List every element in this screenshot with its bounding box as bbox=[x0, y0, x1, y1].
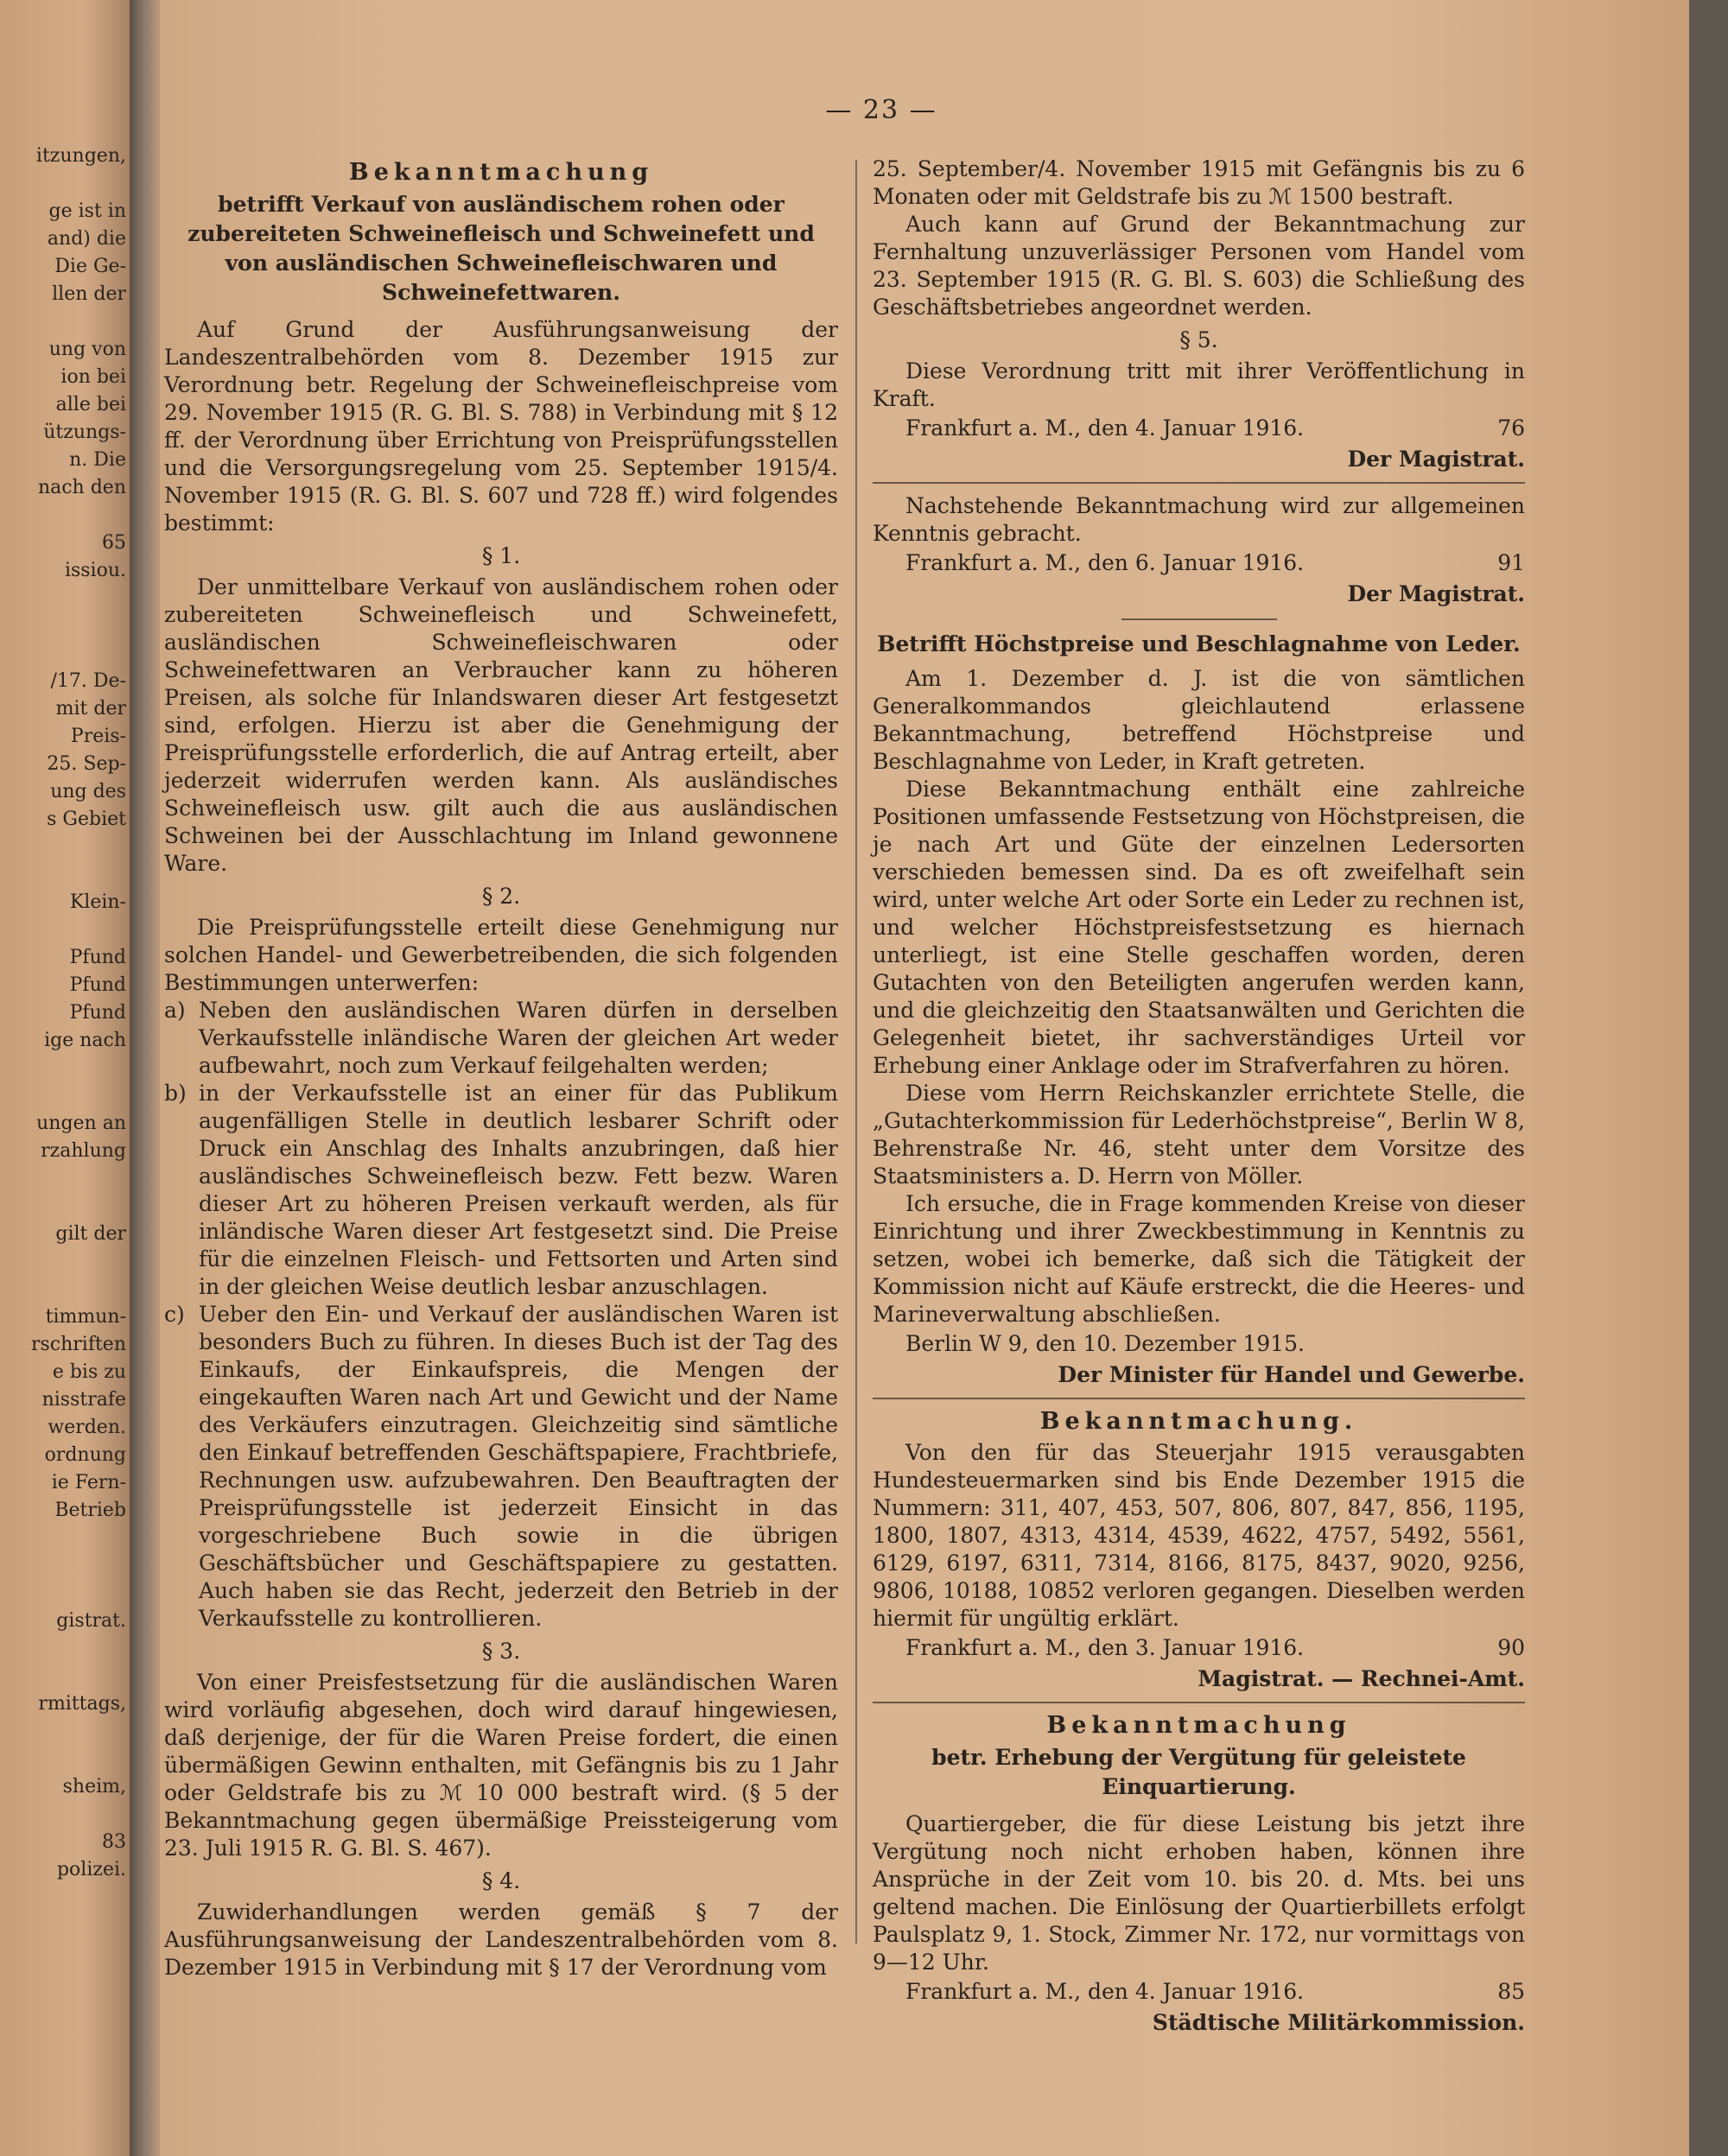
notice-date: Frankfurt a. M., den 6. Januar 1916. bbox=[905, 550, 1305, 575]
left-page-fragment-line: 65 bbox=[102, 532, 126, 554]
left-page-fragment-line: /17. De- bbox=[50, 670, 126, 692]
list-item-text: Neben den ausländischen Waren dürfen in derselben Verkaufsstelle inländische Waren der gleichen Art weder aufbewahrt, noch zum Verkauf feilgehalten werden; bbox=[199, 998, 838, 1078]
list-item-text: Ueber den Ein- und Verkauf der ausländischen Waren ist besonders Buch zu führen. In dieses Buch ist der Tag des Einkaufs, der Einkaufspreis, die Mengen der eingekauften Waren nach Art und Gewicht und der Name des Verkäufers einzutragen. Gleichzeitig sind sämtliche den Einkauf betreffenden Geschäftspapiere, Frachtbriefe, Rechnungen usw. aufzubewahren. Den Beauftragten der Preisprüfungsstelle ist jederzeit Einsicht in das vorgeschriebene Buch sowie in die übrigen Geschäftsbücher und Geschäftspapiere zu gestatten. Auch haben sie das Recht, jederzeit den Betrieb in der Verkaufsstelle zu kontrollieren. bbox=[199, 1302, 838, 1631]
left-page-fragment-line: ungen an bbox=[36, 1113, 126, 1134]
left-page-fragment-line bbox=[0, 1635, 130, 1663]
notice-intro: Auf Grund der Ausführungsanweisung der Landeszentralbehörden vom 8. Dezember 1915 zur Verordnung betr. Regelung der Schweinefleischpreise vom 29. November 1915 (R. G. Bl. S. 788) in Verbindung mit § 12 ff. der Verordnung über Errichtung von Preisprüfungsstellen und die Versorgungsregelung vom 25. September 1915/4. November 1915 (R. G. Bl. S. 607 und 728 ff.) wird folgendes bestimmt: bbox=[164, 317, 838, 536]
section-text: Der unmittelbare Verkauf von ausländischem rohen oder zubereiteten Schweinefleisch und Schweinefett, ausländischen Schweinefleischwaren oder Schweinefettwaren an Verbraucher kann zu höheren Preisen, als solche für Inlandswaren dieser Art festgesetzt sind, erfolgen. Hierzu ist aber die Genehmigung der Preisprüfungsstelle erforderlich, die auf Antrag erteilt, aber jederzeit widerrufen werden kann. Als ausländisches Schweinefleisch usw. gilt auch die aus ausländischen Schweinen bei der Ausschlachtung im Inland gewonnene Ware. bbox=[164, 574, 838, 876]
notice-number: 76 bbox=[1497, 415, 1525, 441]
left-page-fragment-line: itzungen, bbox=[35, 145, 126, 167]
notice-text: Diese vom Herrn Reichskanzler errichtete Stelle, die „Gutachterkommission für Lederhöchstpreise“, Berlin W 8, Behrenstraße Nr. 46, steht unter dem Vorsitze des Staatsministers a. D. Herrn von Möller. bbox=[873, 1081, 1525, 1189]
column-divider bbox=[855, 160, 857, 1944]
left-page-fragment-line bbox=[0, 834, 130, 861]
notice-title: Bekanntmachung bbox=[348, 159, 654, 186]
notice-title: Bekanntmachung bbox=[1046, 1712, 1351, 1739]
section-rule bbox=[873, 482, 1525, 484]
section-text: Die Preisprüfungsstelle erteilt diese Genehmigung nur solchen Handel- und Gewerbetreibenden, die sich folgenden Bestimmungen unterwerfen: bbox=[164, 915, 838, 995]
left-page-fragment-line: llen der bbox=[52, 283, 126, 305]
left-page-fragment-line: nach den bbox=[37, 477, 126, 498]
left-page-fragment-line: rzahlung bbox=[41, 1140, 126, 1162]
left-page-fragment-line: Pfund bbox=[69, 947, 126, 968]
left-page-fragment-line: Klein- bbox=[69, 891, 126, 913]
list-item bbox=[164, 997, 838, 1080]
notice-text: Quartiergeber, die für diese Leistung bis jetzt ihre Vergütung noch nicht erhoben haben, können ihre Ansprüche in der Zeit vom 10. bis 20. d. Mts. bei uns geltend machen. Die Einlösung der Quartierbillets erfolgt Paulsplatz 9, 1. Stock, Zimmer Nr. 172, nur vormittags von 9—12 Uhr. bbox=[873, 1811, 1525, 1975]
short-rule bbox=[1121, 618, 1277, 620]
left-page-fragment-line bbox=[0, 612, 130, 640]
notice-subtitle: betrifft Verkauf von ausländischem rohen oder zubereiteten Schweinefleisch und Schweinefett und von ausländischen Schweinefleischwaren und Schweinefettwaren. bbox=[187, 192, 815, 305]
left-page-fragment-line: ordnung bbox=[44, 1444, 126, 1466]
left-page-fragment-line bbox=[0, 1193, 130, 1221]
right-column bbox=[873, 155, 1525, 2044]
section-rule bbox=[873, 1702, 1525, 1703]
left-column bbox=[164, 155, 838, 1982]
left-page-fragment-line: nisstrafe bbox=[41, 1389, 126, 1411]
notice-text: Am 1. Dezember d. J. ist die von sämtlichen Generalkommandos gleichlautend erlassene Bekanntmachung, betreffend Höchstpreise und Beschlagnahme von Leder, in Kraft getreten. bbox=[873, 666, 1525, 774]
section-heading: § 5. bbox=[1179, 327, 1218, 352]
left-page-fragment-line: ge ist in bbox=[48, 200, 126, 222]
list-item bbox=[164, 1301, 838, 1633]
left-page-fragment-line: alle bei bbox=[55, 394, 126, 415]
left-page-fragment-line: issiou. bbox=[64, 560, 126, 581]
section-heading: § 2. bbox=[481, 884, 521, 909]
left-page-fragment-line: gistrat. bbox=[56, 1610, 126, 1632]
left-page-fragment-line: n. Die bbox=[69, 449, 126, 471]
left-page-fragment-line: ie Fern- bbox=[51, 1472, 126, 1493]
left-page-fragment-line bbox=[0, 502, 130, 529]
left-page-fragment-line bbox=[0, 1746, 130, 1773]
notice-signature: Städtische Militärkommission. bbox=[1152, 2010, 1525, 2035]
section-heading: § 4. bbox=[481, 1868, 521, 1893]
left-page-fragment-line: rmittags, bbox=[38, 1693, 126, 1715]
left-page-fragment-line bbox=[0, 1525, 130, 1552]
left-page-fragment-line: and) die bbox=[47, 228, 126, 250]
left-page-fragment-line bbox=[0, 308, 130, 336]
left-page-fragment-line: werden. bbox=[48, 1417, 126, 1438]
left-page-fragment-line: mit der bbox=[55, 698, 126, 720]
notice-date-line bbox=[873, 1634, 1525, 1662]
notice-subtitle: betr. Erhebung der Vergütung für geleistete Einquartierung. bbox=[931, 1745, 1466, 1799]
left-page-fragment-line: ion bei bbox=[60, 366, 126, 388]
left-page-fragment-line: Pfund bbox=[69, 974, 126, 996]
left-page-fragment-line: Die Ge- bbox=[54, 256, 126, 277]
left-page-fragment-line: polizei. bbox=[56, 1859, 126, 1880]
left-page-fragment-line: s Gebiet bbox=[47, 808, 126, 830]
section-rule bbox=[873, 1398, 1525, 1399]
notice-title: Bekanntmachung. bbox=[1039, 1408, 1358, 1435]
left-page-fragment-line bbox=[0, 1580, 130, 1607]
section-text: Zuwiderhandlungen werden gemäß § 7 der Ausführungsanweisung der Landeszentralbehörden vom 8. Dezember 1915 in Verbindung mit § 17 der Verordnung vom bbox=[164, 1899, 838, 1980]
notice-signature: Der Magistrat. bbox=[1347, 447, 1525, 472]
left-page-fragment-line: 25. Sep- bbox=[47, 753, 126, 775]
notice-signature: Der Minister für Handel und Gewerbe. bbox=[1058, 1362, 1525, 1387]
left-page-fragment-line bbox=[0, 1718, 130, 1746]
notice-text: Nachstehende Bekanntmachung wird zur allgemeinen Kenntnis gebracht. bbox=[873, 493, 1525, 546]
left-page-fragment-line bbox=[0, 585, 130, 612]
left-page-fragment-line: e bis zu bbox=[52, 1361, 126, 1383]
left-page-fragment-line bbox=[0, 1801, 130, 1829]
left-page-fragment-line: sheim, bbox=[62, 1776, 126, 1798]
section-text-continued: 25. September/4. November 1915 mit Gefängnis bis zu 6 Monaten oder mit Geldstrafe bis zu ℳ 1500 bestraft. bbox=[873, 156, 1525, 209]
list-item-label: a) bbox=[164, 998, 186, 1023]
notice-date: Frankfurt a. M., den 4. Januar 1916. bbox=[905, 1979, 1305, 2004]
section-heading: § 1. bbox=[481, 543, 521, 568]
notice-date-line bbox=[873, 1978, 1525, 2006]
left-page-fragment-line bbox=[0, 1055, 130, 1082]
list-item-label: b) bbox=[164, 1081, 187, 1106]
notice-text: Diese Bekanntmachung enthält eine zahlreiche Positionen umfassende Festsetzung von Höchstpreisen, die je nach Art und Güte der einzelnen Ledersorten verschieden bemessen sind. Da es oft zweifelhaft sein wird, unter welche Art oder Sorte ein Leder zu rechnen ist, und welcher Höchstpreisfestsetzung es hiernach unterliegt, ist eine Stelle geschaffen worden, deren Gutachten von den Beteiligten angerufen werden kann, und die gleichzeitig den Staatsanwälten und Gerichten die Gelegenheit bietet, ihr sachverständiges Urteil vor Erhebung einer Anklage oder im Strafverfahren zu hören. bbox=[873, 777, 1525, 1078]
list-item-label: c) bbox=[164, 1302, 185, 1327]
notice-date: Berlin W 9, den 10. Dezember 1915. bbox=[905, 1331, 1305, 1356]
scan-background bbox=[1689, 0, 1728, 2156]
left-page-fragment-line: gilt der bbox=[55, 1223, 126, 1245]
left-page-fragment-line bbox=[0, 1082, 130, 1110]
notice-date-line bbox=[873, 549, 1525, 577]
left-page-edge bbox=[0, 0, 138, 2156]
left-page-fragment-line: ige nach bbox=[44, 1030, 126, 1051]
notice-text: Ich ersuche, die in Frage kommenden Kreise von dieser Einrichtung und ihrer Zweckbestimmung in Kenntnis zu setzen, wobei ich bemerke, daß sich die Tätigkeit der Kommission nicht auf Käufe erstreckt, die die Heeres- und Marineverwaltung abschließen. bbox=[873, 1191, 1525, 1327]
notice-date: Frankfurt a. M., den 3. Januar 1916. bbox=[905, 1635, 1305, 1660]
notice-signature: Magistrat. — Rechnei-Amt. bbox=[1198, 1666, 1525, 1691]
left-page-fragment-line bbox=[0, 1276, 130, 1303]
notice-date-line bbox=[873, 1330, 1525, 1358]
left-page-fragment-line bbox=[0, 861, 130, 889]
notice-number: 85 bbox=[1497, 1979, 1525, 2004]
left-page-fragment-line bbox=[0, 1248, 130, 1276]
list-item bbox=[164, 1080, 838, 1301]
section-text: Von einer Preisfestsetzung für die ausländischen Waren wird vorläufig abgesehen, doch wird darauf hingewiesen, daß derjenige, der für die Waren Preise fordert, die einen übermäßigen Gewinn enthalten, mit Gefängnis bis zu 1 Jahr oder Geldstrafe bis zu ℳ 10 000 bestraft wird. (§ 5 der Bekanntmachung gegen übermäßige Preissteigerung vom 23. Juli 1915 R. G. Bl. S. 467). bbox=[164, 1670, 838, 1861]
notice-date-line bbox=[873, 415, 1525, 442]
list-item-text: in der Verkaufsstelle ist an einer für das Publikum augenfälligen Stelle in deutlich lesbarer Schrift oder Druck ein Anschlag des Inhalts anzubringen, daß hier ausländisches Schweinefleisch bezw. Fett bezw. Waren dieser Art zu höheren Preisen verkauft werden, als für inländische Waren dieser Art festgesetzt sind. Die Preise für die einzelnen Fleisch- und Fettsorten und Arten sind in der gleichen Weise deutlich lesbar anzuschlagen. bbox=[199, 1081, 838, 1299]
left-page-fragment-line bbox=[0, 1552, 130, 1580]
left-page-fragment-line: timmun- bbox=[45, 1306, 126, 1328]
page-number: — 23 — bbox=[825, 95, 937, 125]
notice-title: Betrifft Höchstpreise und Beschlagnahme von Leder. bbox=[877, 631, 1521, 656]
left-page-fragment-line: Betrieb bbox=[54, 1500, 126, 1521]
left-page-fragment-line bbox=[0, 1165, 130, 1193]
left-page-fragment-line: Preis- bbox=[70, 726, 126, 747]
left-page-fragment-line: ung des bbox=[50, 781, 126, 802]
left-page-fragment-line: ützungs- bbox=[43, 422, 126, 443]
section-text: Auch kann auf Grund der Bekanntmachung zur Fernhaltung unzuverlässiger Personen vom Handel vom 23. September 1915 (R. G. Bl. S. 603) die Schließung des Geschäftsbetriebes angeordnet werden. bbox=[873, 212, 1525, 320]
left-page-fragments bbox=[0, 143, 130, 1884]
left-page-fragment-line: Pfund bbox=[69, 1002, 126, 1024]
notice-number: 91 bbox=[1497, 550, 1525, 575]
section-heading: § 3. bbox=[481, 1639, 521, 1664]
notice-signature: Der Magistrat. bbox=[1347, 581, 1525, 606]
notice-number: 90 bbox=[1497, 1635, 1525, 1660]
left-page-fragment-line: ung von bbox=[48, 339, 126, 360]
left-page-fragment-line: 83 bbox=[102, 1831, 126, 1853]
left-page-fragment-line bbox=[0, 640, 130, 668]
left-page-fragment-line bbox=[0, 170, 130, 198]
notice-date: Frankfurt a. M., den 4. Januar 1916. bbox=[905, 415, 1305, 441]
left-page-fragment-line bbox=[0, 1663, 130, 1690]
section-text: Diese Verordnung tritt mit ihrer Veröffentlichung in Kraft. bbox=[873, 358, 1525, 411]
left-page-fragment-line: rschriften bbox=[30, 1334, 126, 1355]
notice-text: Von den für das Steuerjahr 1915 verausgabten Hundesteuermarken sind bis Ende Dezember 1915 die Nummern: 311, 407, 453, 507, 806, 807, 847, 856, 1195, 1800, 1807, 4313, 4314, 4539, 4622, 4757, 5492, 5561, 6129, 6197, 6311, 7314, 8166, 8175, 8437, 9020, 9256, 9806, 10188, 10852 verloren gegangen. Dieselben werden hiermit für ungültig erklärt. bbox=[873, 1440, 1525, 1631]
left-page-fragment-line bbox=[0, 916, 130, 944]
